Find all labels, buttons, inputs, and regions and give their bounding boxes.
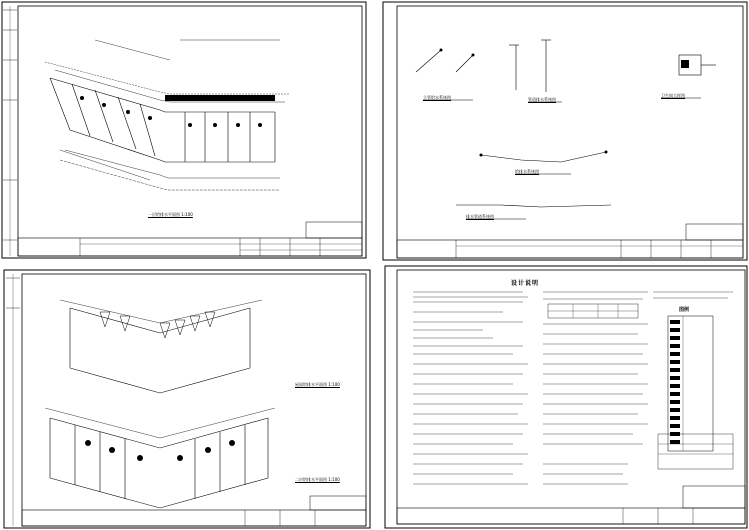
design-notes-sheet	[383, 264, 749, 530]
diagram-caption-5: 排水管道系统图	[466, 214, 494, 219]
diagram-caption-3: 卫生间大样图	[661, 93, 685, 98]
second-floor-plan-caption: 二层给排水平面图 1:100	[295, 477, 340, 482]
roof-plan-caption: 屋面给排水平面图 1:100	[295, 382, 340, 387]
system-diagrams-drawing	[381, 0, 749, 262]
diagram-caption-1: 立管给水系统图	[423, 95, 451, 100]
floor-plan-caption: 一层给排水平面图 1:100	[148, 212, 193, 217]
sheet-bottom-right	[383, 264, 749, 530]
sheet-bottom-left	[0, 268, 372, 530]
floor-plan-drawing	[0, 0, 368, 260]
legend-title: 图例	[679, 307, 690, 313]
sheet-top-right	[381, 0, 749, 262]
design-notes-title: 设计说明	[511, 280, 540, 287]
diagram-caption-2: 管道排水系统图	[528, 97, 556, 102]
sheet-top-left	[0, 0, 368, 260]
diagram-caption-4: 给排水系统图	[515, 169, 539, 174]
roof-and-second-floor-plans	[0, 268, 372, 530]
